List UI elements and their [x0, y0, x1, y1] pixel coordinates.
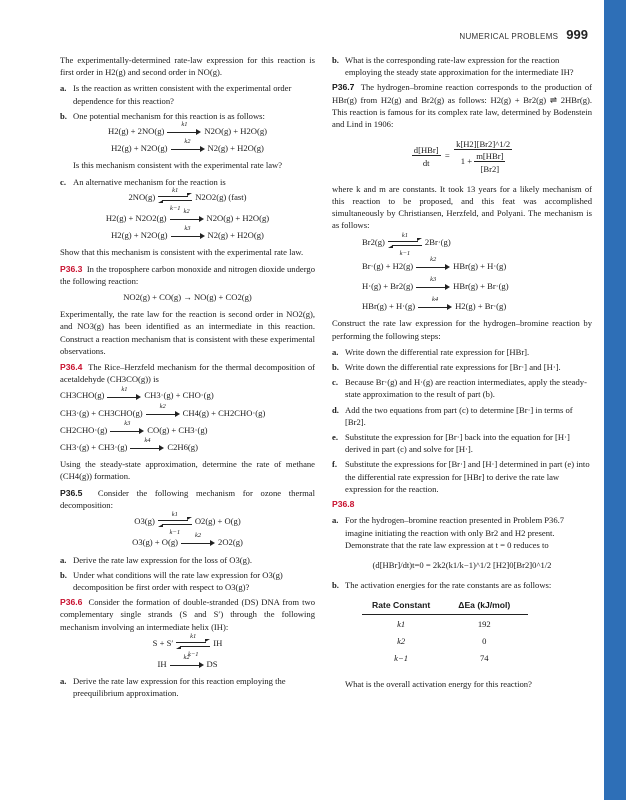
problem-p36-5: P36.5 Consider the following mechanism for ozone thermal decomposition: — [60, 487, 316, 510]
page-number: 999 — [566, 27, 588, 42]
part-b: b. One potential mechanism for this reaction is as follows: — [60, 110, 265, 121]
step-d: d. Add the two equations from part (c) to determine [Br·] in terms of [Br2]. — [332, 404, 573, 427]
part-b: b. What is the corresponding rate-law expression for the reaction employing the steady state approximation for the intermediate IH? — [332, 55, 574, 78]
part-a: a. For the hydrogen–bromine reaction presented in Problem P36.7 imagine initiating the reaction with only Br2 and H2 present. Demonstrate that the rate law expression at t = 0 reduces to — [332, 515, 565, 550]
instruction-text: Construct the rate law expression for the hydrogen–bromine reaction by performing the following steps: — [332, 318, 592, 341]
part-b: b. The activation energies for the rate constants are as follows: — [332, 580, 552, 591]
problem-p36-8-label: P36.8 — [332, 499, 355, 510]
part-a: a. Derive the rate law expression for this reaction employing the preequilibrium approximation. — [60, 676, 286, 699]
part-b: b. Under what conditions will the rate law expression for O3(g) decomposition be first order with respect to O3(g)? — [60, 569, 283, 592]
equation: H2(g) + N2O(g) k3 N2(g) + H2O(g) — [111, 225, 264, 241]
step-a: a. Write down the differential rate expression for [HBr]. — [332, 346, 530, 357]
problem-p36-7: P36.7 The hydrogen–bromine reaction corresponds to the production of HBr(g) from H2(g) and Br2(g) as follows: H2(g) + Br2(g) ⇌ 2HBr(g). This reaction is famous for its complex rate law, determined by Bodenstein and Lind in 1906: — [332, 82, 593, 130]
problem-text: Experimentally, the rate law for the reaction is second order in NO2(g), and NO3(g) has been identified as an intermediate in this reaction. Construct a reaction mechanism that is consistent with these experimental observations. — [60, 309, 315, 356]
right-column — [332, 54, 592, 694]
section-title: NUMERICAL PROBLEMS — [459, 32, 559, 41]
question-text: What is the overall activation energy for this reaction? — [345, 679, 532, 690]
table-cell: 192 — [477, 618, 491, 629]
part-a: a. Derive the rate law expression for the loss of O3(g). — [60, 554, 252, 565]
table-cell: k−1 — [394, 652, 409, 663]
table-row — [362, 614, 528, 632]
left-column — [60, 54, 315, 703]
table-header-row — [362, 597, 528, 614]
step-f: f. Substitute the expressions for [Br·] and [H·] determined in part (e) into the differential rate expression for [HBr] to derive the rate law expression for the reaction. — [332, 459, 590, 494]
equation: HBr(g) + H·(g) k4 H2(g) + Br·(g) — [362, 296, 507, 312]
equation: CH2CHO·(g) k3 CO(g) + CH3·(g) — [60, 419, 208, 435]
table-row — [362, 649, 528, 666]
part-c: c. An alternative mechanism for the reaction is — [60, 176, 226, 187]
problem-text: Using the steady-state approximation, determine the rate of methane (CH4(g)) formation. — [60, 459, 315, 482]
step-c: c. Because Br·(g) and H·(g) are reaction intermediates, apply the steady-state approximation to the result of part (b). — [332, 377, 587, 400]
equation: S + S′ k1 k−1 IH — [152, 632, 223, 658]
problem-text: where k and m are constants. It took 13 years for a likely mechanism of this reaction to be proposed, and this feat was accomplished simultaneously by Christiansen, Herzfeld, and Polyani. The mechanism is as follows: — [332, 183, 592, 231]
rate-law-equation: $\frac{\text{d[HBr]}}{dt}$ = k[H2][Br2]^1/2 $1 + \frac{\text{m[HBr]}}{[Br2]}$ — [413, 139, 511, 174]
problem-p36-4: P36.4 The Rice–Herzfeld mechanism for the thermal decomposition of acetaldehyde (CH3CO(g)) is — [60, 362, 316, 385]
equation: NO2(g) + CO(g) → NO(g) + CO2(g) — [123, 292, 252, 303]
equation: CH3·(g) + CH3·(g) k4 C2H6(g) — [60, 437, 198, 453]
problem-p36-3: P36.3 In the troposphere carbon monoxide and nitrogen dioxide undergo the following reaction: — [60, 263, 315, 286]
table-row — [362, 632, 528, 649]
part-a: a. Is the reaction as written consistent with the experimental order dependence for this reaction? — [60, 83, 292, 106]
table-cell: 0 — [482, 635, 487, 646]
table-cell: k2 — [397, 635, 406, 646]
table-header: Rate Constant — [362, 597, 448, 614]
equation: O3(g) + O(g) k2 2O2(g) — [132, 532, 243, 548]
equation: CH3CHO(g) k1 CH3·(g) + CHO·(g) — [60, 385, 214, 401]
equation: H2(g) + N2O(g) k2 N2(g) + H2O(g) — [111, 138, 264, 154]
problem-p36-6: P36.6 Consider the formation of double-stranded (DS) DNA from two complementary single strands (S and S′) through the following mechanism involving an intermediate helix (IH): — [60, 597, 316, 632]
activation-energy-table — [362, 597, 528, 666]
table-cell: k1 — [397, 618, 406, 629]
table-cell: 74 — [479, 652, 489, 663]
intro-text: The experimentally-determined rate-law expression for this reaction is first order in H2(g) and second order in NO(g). — [60, 55, 315, 78]
table-header: ΔEa (kJ/mol) — [448, 597, 528, 614]
question-text: Is this mechanism consistent with the experimental rate law? — [73, 160, 283, 171]
page-header — [459, 27, 588, 42]
step-e: e. Substitute the expression for [Br·] back into the equation for [H·] derived in part (c) and solve for [H·]. — [332, 432, 570, 455]
equation: IH k2 DS — [157, 653, 218, 669]
step-b: b. Write down the differential rate expressions for [Br·] and [H·]. — [332, 362, 561, 373]
equation: Br·(g) + H2(g) k2 HBr(g) + H·(g) — [362, 255, 507, 271]
equation: 2NO(g) k1 k−1 N2O2(g) (fast) — [128, 186, 247, 212]
equation: H2(g) + 2NO(g) k1 N2O(g) + H2O(g) — [107, 121, 267, 137]
instruction-text: Show that this mechanism is consistent with the experimental rate law. — [60, 247, 304, 258]
equation: CH3·(g) + CH3CHO(g) k2 CH4(g) + CH2CHO·(g) — [60, 402, 266, 418]
page-side-tab — [604, 0, 626, 800]
equation: Br2(g) k1 k−1 2Br·(g) — [362, 231, 451, 257]
equation: (d[HBr]/dt)t=0 = 2k2(k1/k−1)^1/2 [H2]0[Br2]0^1/2 — [372, 559, 552, 570]
equation: H2(g) + N2O2(g) k2 N2O(g) + H2O(g) — [105, 208, 270, 224]
equation: H·(g) + Br2(g) k3 HBr(g) + Br·(g) — [362, 276, 509, 292]
equation: O3(g) k1 k−1 O2(g) + O(g) — [134, 511, 241, 537]
